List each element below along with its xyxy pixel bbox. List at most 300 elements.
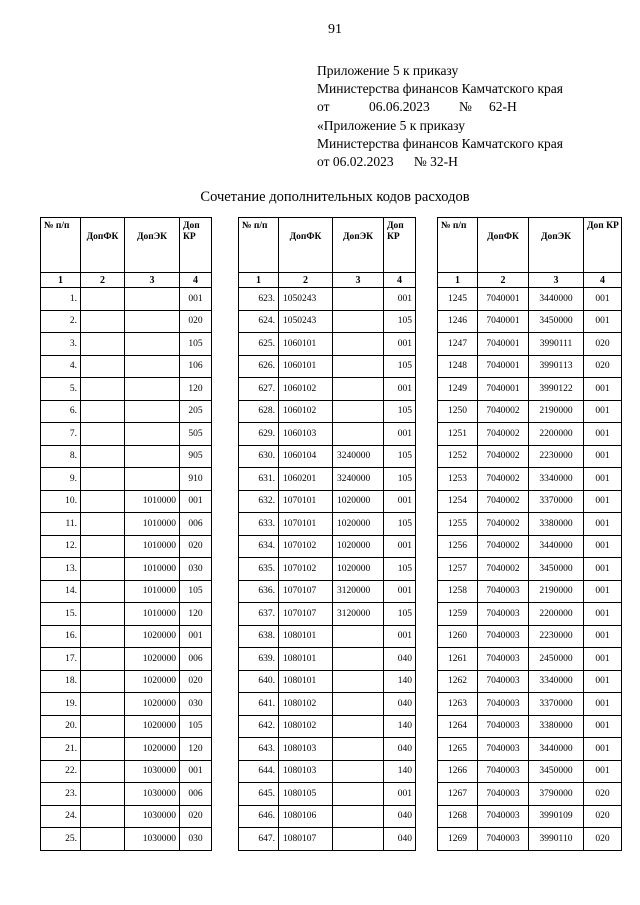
table-cell: 8.: [41, 445, 81, 468]
table-row: [41, 468, 212, 491]
table-cell: 001: [584, 400, 622, 423]
table-cell: 020: [584, 355, 622, 378]
table-cell: [81, 828, 125, 851]
table-row: [438, 513, 622, 536]
table-cell: [125, 445, 180, 468]
table-cell: 646.: [239, 805, 279, 828]
table-cell: [333, 805, 384, 828]
column-number: 4: [180, 273, 212, 288]
table-cell: 1265: [438, 738, 478, 761]
table-cell: 629.: [239, 423, 279, 446]
table-row: [41, 355, 212, 378]
table-row: [41, 378, 212, 401]
table-cell: 040: [384, 738, 416, 761]
table-cell: 4.: [41, 355, 81, 378]
table-cell: 22.: [41, 760, 81, 783]
table-cell: 001: [584, 558, 622, 581]
table-cell: [81, 693, 125, 716]
table-cell: 1261: [438, 648, 478, 671]
table-cell: 105: [384, 355, 416, 378]
table-cell: 640.: [239, 670, 279, 693]
table-cell: 7040003: [478, 805, 529, 828]
table-cell: 1248: [438, 355, 478, 378]
table-cell: 040: [384, 805, 416, 828]
table-cell: 1268: [438, 805, 478, 828]
table-cell: 3240000: [333, 445, 384, 468]
table-cell: 9.: [41, 468, 81, 491]
table-cell: 626.: [239, 355, 279, 378]
table-cell: 020: [180, 670, 212, 693]
table-row: [239, 513, 416, 536]
table-cell: 1260: [438, 625, 478, 648]
table-cell: 633.: [239, 513, 279, 536]
table-cell: 1060101: [279, 333, 333, 356]
table-cell: 1070101: [279, 490, 333, 513]
table-row: [41, 558, 212, 581]
appendix-prev-line-1: «Приложение 5 к приказу: [317, 118, 465, 133]
table-cell: 1262: [438, 670, 478, 693]
table-cell: 634.: [239, 535, 279, 558]
appendix-line-2: Министерства финансов Камчатского края: [317, 81, 563, 96]
column-number: 4: [584, 273, 622, 288]
table-cell: [81, 715, 125, 738]
table-cell: 1020000: [125, 625, 180, 648]
table-cell: 1080101: [279, 670, 333, 693]
table-cell: [81, 288, 125, 311]
table-cell: 7040003: [478, 715, 529, 738]
table-row: [239, 738, 416, 761]
table-cell: [125, 333, 180, 356]
table-cell: 6.: [41, 400, 81, 423]
table-cell: 7040002: [478, 445, 529, 468]
table-cell: 105: [384, 468, 416, 491]
table-cell: 644.: [239, 760, 279, 783]
table-cell: [81, 535, 125, 558]
table-cell: 030: [180, 693, 212, 716]
table-cell: 001: [180, 760, 212, 783]
table-cell: [333, 648, 384, 671]
table-cell: 2230000: [529, 445, 584, 468]
table-cell: 1251: [438, 423, 478, 446]
table-cell: [125, 288, 180, 311]
table-cell: [81, 333, 125, 356]
table-cell: 628.: [239, 400, 279, 423]
table-row: [41, 715, 212, 738]
table-row: [41, 400, 212, 423]
table-cell: 1254: [438, 490, 478, 513]
table-cell: 1050243: [279, 310, 333, 333]
table-cell: 1080103: [279, 760, 333, 783]
table-cell: 106: [180, 355, 212, 378]
table-cell: 001: [584, 760, 622, 783]
table-row: [41, 805, 212, 828]
table-cell: 7040002: [478, 535, 529, 558]
table-cell: 105: [384, 310, 416, 333]
column-number: 3: [529, 273, 584, 288]
table-cell: [81, 400, 125, 423]
table-cell: 505: [180, 423, 212, 446]
appendix-prev-line-2: Министерства финансов Камчатского края: [317, 136, 563, 151]
column-number: 3: [125, 273, 180, 288]
table-cell: [333, 625, 384, 648]
table-cell: 001: [180, 490, 212, 513]
table-cell: 020: [584, 828, 622, 851]
table-cell: 10.: [41, 490, 81, 513]
table-cell: [333, 310, 384, 333]
table-row: [41, 603, 212, 626]
table-cell: [125, 355, 180, 378]
header-fk: ДопФК: [478, 218, 529, 273]
header-num: № п/п: [41, 218, 81, 273]
table-cell: 7040003: [478, 648, 529, 671]
table-cell: 7040002: [478, 468, 529, 491]
table-cell: 7040003: [478, 828, 529, 851]
table-cell: 1020000: [125, 648, 180, 671]
table-row: [41, 670, 212, 693]
table-cell: 2200000: [529, 603, 584, 626]
table-cell: 105: [180, 333, 212, 356]
table-cell: 25.: [41, 828, 81, 851]
table-cell: 001: [584, 423, 622, 446]
table-cell: 2230000: [529, 625, 584, 648]
table-cell: 001: [584, 580, 622, 603]
appendix-previous: [317, 117, 563, 171]
table-row: [239, 783, 416, 806]
table-row: [438, 648, 622, 671]
table-cell: [81, 310, 125, 333]
table-cell: 140: [384, 760, 416, 783]
table-row: [438, 760, 622, 783]
table-cell: [125, 310, 180, 333]
table-cell: 1269: [438, 828, 478, 851]
table-row: [41, 738, 212, 761]
header-kr: Доп КР: [584, 218, 622, 273]
table-cell: 1252: [438, 445, 478, 468]
table-cell: 3.: [41, 333, 81, 356]
table-cell: 3990110: [529, 828, 584, 851]
table-cell: 905: [180, 445, 212, 468]
table-cell: 001: [384, 423, 416, 446]
table-row: [438, 625, 622, 648]
table-cell: 1010000: [125, 490, 180, 513]
table-cell: 1020000: [125, 693, 180, 716]
table-cell: 1060103: [279, 423, 333, 446]
table-row: [239, 423, 416, 446]
appendix-line-1: Приложение 5 к приказу: [317, 63, 459, 78]
table-row: [239, 603, 416, 626]
table-row: [41, 828, 212, 851]
table-cell: 1264: [438, 715, 478, 738]
table-cell: 006: [180, 648, 212, 671]
table-cell: 3380000: [529, 715, 584, 738]
table-cell: [81, 378, 125, 401]
table-cell: 3340000: [529, 670, 584, 693]
table-cell: 1080101: [279, 625, 333, 648]
table-cell: 1020000: [333, 535, 384, 558]
table-row: [438, 378, 622, 401]
header-fk: ДопФК: [81, 218, 125, 273]
table-cell: 001: [384, 378, 416, 401]
table-cell: 020: [584, 805, 622, 828]
table-cell: 020: [180, 310, 212, 333]
table-cell: 7040003: [478, 783, 529, 806]
table-cell: 001: [180, 288, 212, 311]
table-row: [438, 490, 622, 513]
table-cell: 120: [180, 378, 212, 401]
table-cell: 3990111: [529, 333, 584, 356]
table-row: [41, 333, 212, 356]
table-cell: 1060102: [279, 378, 333, 401]
table-cell: 001: [384, 288, 416, 311]
table-row: [239, 490, 416, 513]
table-cell: 627.: [239, 378, 279, 401]
table-cell: 7040001: [478, 378, 529, 401]
column-number: 1: [41, 273, 81, 288]
table-cell: [125, 400, 180, 423]
table-row: [41, 490, 212, 513]
table-row: [438, 670, 622, 693]
table-row: [438, 783, 622, 806]
table-row: [438, 468, 622, 491]
table-cell: 1247: [438, 333, 478, 356]
table-cell: 7040003: [478, 625, 529, 648]
table-cell: 1030000: [125, 783, 180, 806]
table-row: [438, 693, 622, 716]
table-cell: 001: [584, 513, 622, 536]
table-cell: 001: [584, 310, 622, 333]
table-cell: 105: [180, 580, 212, 603]
header-num: № п/п: [438, 218, 478, 273]
table-cell: 2450000: [529, 648, 584, 671]
table-cell: [81, 625, 125, 648]
table-cell: 3990122: [529, 378, 584, 401]
table-cell: [125, 378, 180, 401]
table-cell: 120: [180, 738, 212, 761]
table-cell: 1070102: [279, 558, 333, 581]
table-row: [41, 760, 212, 783]
table-row: [239, 805, 416, 828]
table-cell: 7040001: [478, 310, 529, 333]
table-cell: 3790000: [529, 783, 584, 806]
table-cell: [81, 783, 125, 806]
table-cell: 001: [384, 580, 416, 603]
table-cell: 1.: [41, 288, 81, 311]
table-cell: 1050243: [279, 288, 333, 311]
table-row: [239, 445, 416, 468]
table-cell: 3440000: [529, 288, 584, 311]
table-cell: 16.: [41, 625, 81, 648]
table-cell: 2190000: [529, 400, 584, 423]
codes-table-2: [238, 217, 416, 851]
document-title: Сочетание дополнительных кодов расходов: [200, 189, 470, 205]
table-cell: 020: [584, 783, 622, 806]
table-cell: 105: [384, 400, 416, 423]
table-cell: 19.: [41, 693, 81, 716]
table-cell: 001: [384, 625, 416, 648]
header-row: [239, 218, 416, 273]
table-cell: [81, 805, 125, 828]
table-row: [438, 603, 622, 626]
table-cell: 006: [180, 513, 212, 536]
table-cell: 2190000: [529, 580, 584, 603]
table-cell: 631.: [239, 468, 279, 491]
table-cell: 3340000: [529, 468, 584, 491]
table-row: [239, 558, 416, 581]
table-cell: 639.: [239, 648, 279, 671]
table-cell: 7040001: [478, 355, 529, 378]
column-number-row: [239, 273, 416, 288]
table-cell: 7040002: [478, 400, 529, 423]
table-cell: [333, 288, 384, 311]
table-cell: [333, 760, 384, 783]
table-cell: 3450000: [529, 558, 584, 581]
table-row: [239, 828, 416, 851]
table-cell: 1020000: [125, 738, 180, 761]
table-cell: 637.: [239, 603, 279, 626]
table-cell: 105: [384, 445, 416, 468]
table-row: [239, 760, 416, 783]
table-row: [239, 625, 416, 648]
table-row: [239, 535, 416, 558]
table-cell: 7040001: [478, 288, 529, 311]
table-cell: 006: [180, 783, 212, 806]
table-cell: 1020000: [333, 490, 384, 513]
table-cell: 3380000: [529, 513, 584, 536]
table-cell: 1030000: [125, 805, 180, 828]
header-row: [41, 218, 212, 273]
header-ek: ДопЭК: [529, 218, 584, 273]
table-cell: 643.: [239, 738, 279, 761]
table-cell: [81, 355, 125, 378]
table-row: [438, 828, 622, 851]
table-cell: 3990113: [529, 355, 584, 378]
column-number: 2: [279, 273, 333, 288]
table-cell: 001: [584, 738, 622, 761]
header-kr: Доп КР: [384, 218, 416, 273]
table-row: [41, 580, 212, 603]
table-cell: 7040001: [478, 333, 529, 356]
table-row: [41, 693, 212, 716]
table-row: [438, 423, 622, 446]
table-cell: 3370000: [529, 693, 584, 716]
table-cell: 3440000: [529, 535, 584, 558]
table-cell: [333, 333, 384, 356]
table-row: [41, 310, 212, 333]
table-cell: 3990109: [529, 805, 584, 828]
page-number: 91: [328, 22, 342, 37]
table-cell: 1258: [438, 580, 478, 603]
table-cell: 1060102: [279, 400, 333, 423]
table-cell: 1259: [438, 603, 478, 626]
table-cell: 642.: [239, 715, 279, 738]
codes-table-1: [40, 217, 212, 851]
table-cell: [333, 738, 384, 761]
appendix-current: [317, 62, 563, 116]
table-cell: 1020000: [333, 513, 384, 536]
table-cell: 1250: [438, 400, 478, 423]
table-cell: 638.: [239, 625, 279, 648]
table-cell: 7040003: [478, 693, 529, 716]
table-cell: 7040002: [478, 513, 529, 536]
table-cell: 040: [384, 828, 416, 851]
table-cell: 140: [384, 670, 416, 693]
table-row: [239, 333, 416, 356]
table-row: [239, 468, 416, 491]
table-cell: 001: [584, 693, 622, 716]
table-cell: 001: [584, 468, 622, 491]
table-cell: [81, 760, 125, 783]
table-cell: 001: [384, 333, 416, 356]
table-row: [438, 310, 622, 333]
table-cell: 1070107: [279, 580, 333, 603]
table-cell: [333, 378, 384, 401]
table-cell: [81, 490, 125, 513]
table-cell: [81, 738, 125, 761]
table-row: [41, 625, 212, 648]
table-cell: 1080107: [279, 828, 333, 851]
table-cell: 105: [384, 603, 416, 626]
table-cell: 1266: [438, 760, 478, 783]
appendix-order-line: [317, 98, 563, 116]
header-ek: ДопЭК: [333, 218, 384, 273]
header-fk: ДопФК: [279, 218, 333, 273]
table-cell: 24.: [41, 805, 81, 828]
table-cell: [333, 355, 384, 378]
table-cell: 15.: [41, 603, 81, 626]
table-cell: 3450000: [529, 310, 584, 333]
table-cell: 12.: [41, 535, 81, 558]
table-cell: 5.: [41, 378, 81, 401]
table-cell: 001: [384, 535, 416, 558]
appendix-prev-line-3: от 06.02.2023 № 32-Н: [317, 154, 458, 169]
table-cell: [333, 715, 384, 738]
table-row: [438, 580, 622, 603]
table-cell: [333, 670, 384, 693]
table-cell: 1249: [438, 378, 478, 401]
table-row: [41, 513, 212, 536]
table-cell: 7040002: [478, 490, 529, 513]
column-number: 1: [438, 273, 478, 288]
table-cell: 7040002: [478, 558, 529, 581]
table-cell: 001: [384, 783, 416, 806]
table-cell: 21.: [41, 738, 81, 761]
table-cell: [333, 423, 384, 446]
table-cell: 13.: [41, 558, 81, 581]
order-date: 06.06.2023: [369, 99, 430, 114]
table-cell: 910: [180, 468, 212, 491]
table-cell: 7040002: [478, 423, 529, 446]
table-cell: [81, 648, 125, 671]
table-cell: 1246: [438, 310, 478, 333]
table-row: [239, 580, 416, 603]
table-cell: 1080102: [279, 715, 333, 738]
table-cell: 105: [384, 513, 416, 536]
table-cell: 1257: [438, 558, 478, 581]
table-cell: 001: [584, 490, 622, 513]
table-cell: 001: [584, 603, 622, 626]
table-cell: 1080101: [279, 648, 333, 671]
table-cell: [81, 445, 125, 468]
table-row: [239, 355, 416, 378]
table-cell: 641.: [239, 693, 279, 716]
column-number: 2: [478, 273, 529, 288]
table-cell: 1010000: [125, 603, 180, 626]
table-cell: 205: [180, 400, 212, 423]
table-cell: 1060101: [279, 355, 333, 378]
table-row: [41, 783, 212, 806]
table-cell: 120: [180, 603, 212, 626]
table-cell: 1010000: [125, 558, 180, 581]
